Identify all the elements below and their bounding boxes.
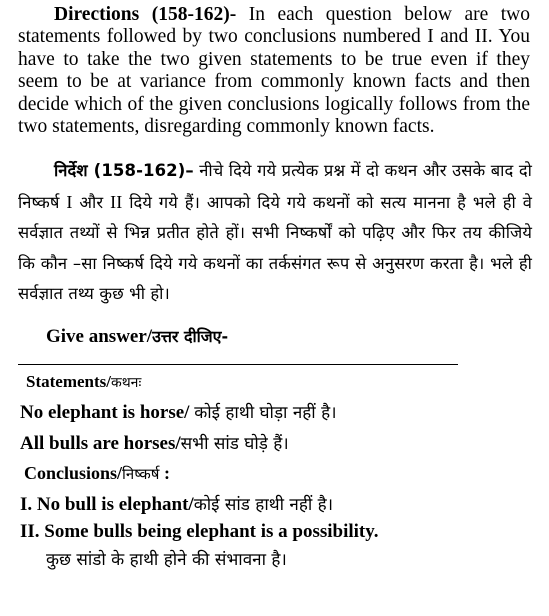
- give-answer-hi: उत्तर दीजिए-: [152, 327, 229, 346]
- conclusions-label-en: Conclusions/: [24, 463, 123, 483]
- conclusions-label-suffix: :: [159, 463, 170, 483]
- directions-body-hi-1: नीचे दिये गये प्रत्येक प्रश्न में दो कथन और उसके बाद दो निष्कर्ष: [18, 161, 532, 212]
- directions-hindi: [18, 156, 532, 310]
- statement-1: [20, 400, 337, 424]
- statement-2-en: All bulls are horses/: [20, 433, 181, 454]
- statements-heading: [26, 372, 141, 392]
- statement-2-hi: सभी सांड घोड़े हैं।: [180, 434, 289, 454]
- directions-heading-hi: निर्देश (158-162)–: [54, 161, 194, 180]
- directions-body-en: In each question below are two statements followed by two conclusions numbered I and II. You have to take the two given statements to be true even if they seem to be at variance from commonly known facts and then decide which of the given conclusions logically follows from the two statements, disregarding commonly known facts.: [18, 4, 531, 138]
- statement-1-en: No elephant is horse/: [20, 402, 195, 423]
- give-answer-en: Give answer/: [46, 326, 153, 347]
- conclusion-1: [20, 492, 333, 516]
- numeral-two: II: [110, 191, 123, 212]
- conclusion-2-hi: कुछ सांडो के हाथी होने की संभावना है।: [46, 550, 287, 570]
- statements-label-hi: कथनः: [110, 375, 142, 391]
- conclusion-2-en: II. Some bulls being elephant is a possibility.: [20, 521, 379, 542]
- statements-label-en: Statements/: [26, 372, 111, 391]
- directions-heading-en: Directions (158-162)-: [54, 4, 237, 25]
- divider-line: [18, 364, 458, 365]
- directions-english: [18, 4, 530, 138]
- numeral-one: I: [66, 191, 73, 212]
- and-text: और: [79, 192, 104, 212]
- conclusions-heading: [24, 463, 170, 484]
- statement-1-hi: कोई हाथी घोड़ा नहीं है।: [194, 403, 337, 423]
- conclusion-1-hi: कोई सांड हाथी नहीं है।: [193, 495, 334, 515]
- conclusion-1-en: I. No bull is elephant/: [20, 494, 194, 515]
- conclusions-label-hi: निष्कर्ष: [122, 465, 160, 483]
- statement-2: [20, 431, 289, 455]
- give-answer-label: [46, 325, 228, 348]
- directions-body-hi-2: दिये गये हैं। आपको दिये गये कथनों को सत्य मानना है भले ही वे सर्वज्ञात तथ्यों से भिन्न प्रतीत होते हों। सभी निष्कर्षों को पढ़िए और फिर तय कीजिये कि कौन –सा निष्कर्ष दिये गये कथनों का तर्कसंगत रूप से अनुसरण करता है। भले ही सर्वज्ञात तथ्य कुछ भी हो।: [18, 192, 532, 304]
